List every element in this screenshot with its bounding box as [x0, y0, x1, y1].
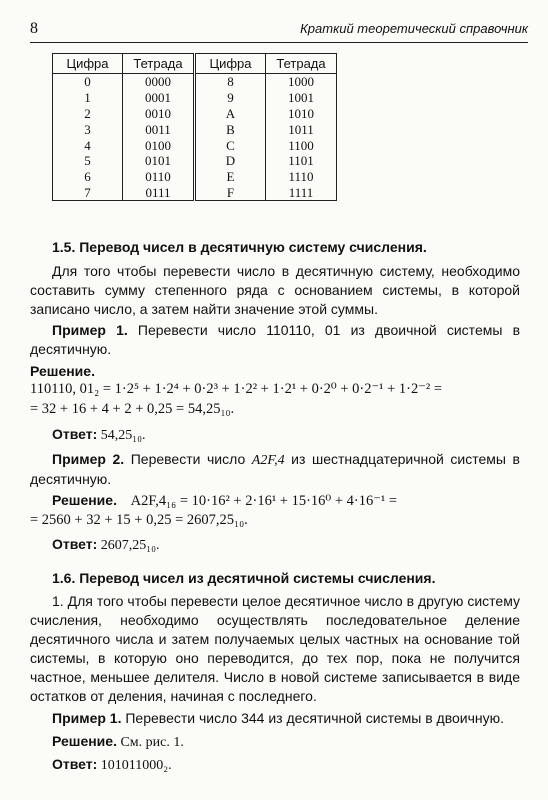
table-row	[53, 106, 337, 122]
example-3-label: Пример 1.	[52, 710, 122, 726]
solution-2-label: Решение.	[52, 492, 117, 508]
section-1-5-intro: Для того чтобы перевести число в десятичную систему, необходимо составить сумму степенного ряда с основанием системы, в которой записано число, а затем найти значение этой суммы.	[30, 263, 520, 317]
solution-1-label: Решение.	[30, 363, 95, 379]
table-row	[53, 90, 337, 106]
example-1-text: Перевести число 110110, 01 из двоичной системы в десятичную.	[30, 322, 521, 357]
example-2-text-b: из шестнадцатеричной системы в десятичную.	[30, 451, 520, 487]
table-cell: E	[195, 169, 266, 185]
example-1-label: Пример 1.	[52, 322, 128, 338]
table-cell: 6	[53, 169, 123, 185]
table-row	[53, 153, 337, 169]
table-cell: 1000	[266, 74, 337, 90]
answer-3-label: Ответ:	[52, 756, 98, 772]
table-header: Тетрада	[123, 54, 195, 74]
formula-2-line-1	[52, 492, 548, 510]
answer-2	[52, 536, 160, 554]
tetrad-table	[52, 53, 337, 201]
table-header: Цифра	[195, 54, 266, 74]
table-cell: 0	[53, 74, 123, 90]
table-header: Цифра	[53, 54, 123, 74]
table-cell: C	[195, 137, 266, 153]
table-row	[53, 137, 337, 153]
table-cell: 3	[53, 121, 123, 137]
table-header: Тетрада	[266, 54, 337, 74]
example-2-number: A2F,4	[251, 453, 285, 468]
table-cell: B	[195, 121, 266, 137]
example-2-paragraph	[30, 450, 520, 489]
table-cell: 1100	[266, 137, 337, 153]
example-2-text-a: Перевести число	[124, 451, 252, 467]
table-cell: 1011	[266, 121, 337, 137]
answer-2-value: 2607,25₁₀.	[97, 538, 160, 553]
example-3-paragraph	[30, 709, 520, 728]
table-cell: 1101	[266, 153, 337, 169]
table-cell: 1001	[266, 90, 337, 106]
table-cell: 0000	[123, 74, 195, 90]
table-header-row	[53, 54, 337, 74]
solution-3-label: Решение.	[52, 733, 117, 749]
formula-1-line-1: 110110, 01₂ = 1·2⁵ + 1·2⁴ + 0·2³ + 1·2² + 1·2¹ + 0·2⁰ + 0·2⁻¹ + 1·2⁻² =	[30, 381, 443, 397]
table-cell: 4	[53, 137, 123, 153]
table-cell: A	[195, 106, 266, 122]
table-cell: 1	[53, 90, 123, 106]
answer-1-label: Ответ:	[52, 426, 98, 442]
table-row	[53, 185, 337, 201]
table-row	[53, 74, 337, 90]
answer-1-value: 54,25₁₀.	[97, 428, 146, 443]
table-cell: 0110	[123, 169, 195, 185]
formula-1-line-2: = 32 + 16 + 4 + 2 + 0,25 = 54,25₁₀.	[30, 401, 235, 417]
answer-3-value: 101011000₂.	[97, 758, 172, 773]
table-cell: 1010	[266, 106, 337, 122]
solution-3-text: См. рис. 1.	[116, 735, 184, 750]
table-cell: 0011	[123, 121, 195, 137]
table-cell: 1111	[266, 185, 337, 201]
table-cell: F	[195, 185, 266, 201]
table-cell: 0100	[123, 137, 195, 153]
table-cell: 9	[195, 90, 266, 106]
example-2-label: Пример 2.	[52, 451, 125, 467]
section-heading-1-6: 1.6. Перевод чисел из десятичной системы счисления.	[52, 570, 436, 586]
section-heading-1-5: 1.5. Перевод чисел в десятичную систему счисления.	[52, 239, 427, 255]
formula-2-text-1: A2F,4₁₆ = 10·16² + 2·16¹ + 15·16⁰ + 4·16⁻¹ =	[130, 493, 398, 509]
solution-3	[52, 733, 184, 751]
table-cell: 5	[53, 153, 123, 169]
table-cell: 0001	[123, 90, 195, 106]
example-3-text: Перевести число 344 из десятичной системы в двоичную.	[121, 710, 505, 726]
table-cell: 0111	[123, 185, 195, 201]
table-row	[53, 121, 337, 137]
table-cell: 1110	[266, 169, 337, 185]
running-title: Краткий теоретический справочник	[300, 21, 528, 36]
table-cell: 0101	[123, 153, 195, 169]
answer-1	[52, 426, 146, 444]
section-1-6-para-1: 1. Для того чтобы перевести целое десятичное число в другую систему счисления, необходимо осуществлять последовательное деление десятичного числа и затем получаемых целых частных на основание той системы, в которую оно переводится, до тех пор, пока не получится частное, меньшее делителя. Число в новой системе записывается в виде остатков от деления, начиная с последнего.	[30, 593, 520, 704]
page-header	[30, 14, 528, 43]
example-1-paragraph	[30, 321, 520, 359]
table-cell: 0010	[123, 106, 195, 122]
page-number: 8	[30, 20, 38, 37]
answer-3	[52, 756, 172, 774]
table-cell: D	[195, 153, 266, 169]
table-cell: 8	[195, 74, 266, 90]
table-cell: 7	[53, 185, 123, 201]
formula-2-line-2: = 2560 + 32 + 15 + 0,25 = 2607,25₁₀.	[30, 512, 248, 528]
table-row	[53, 169, 337, 185]
table-cell: 2	[53, 106, 123, 122]
answer-2-label: Ответ:	[52, 536, 98, 552]
